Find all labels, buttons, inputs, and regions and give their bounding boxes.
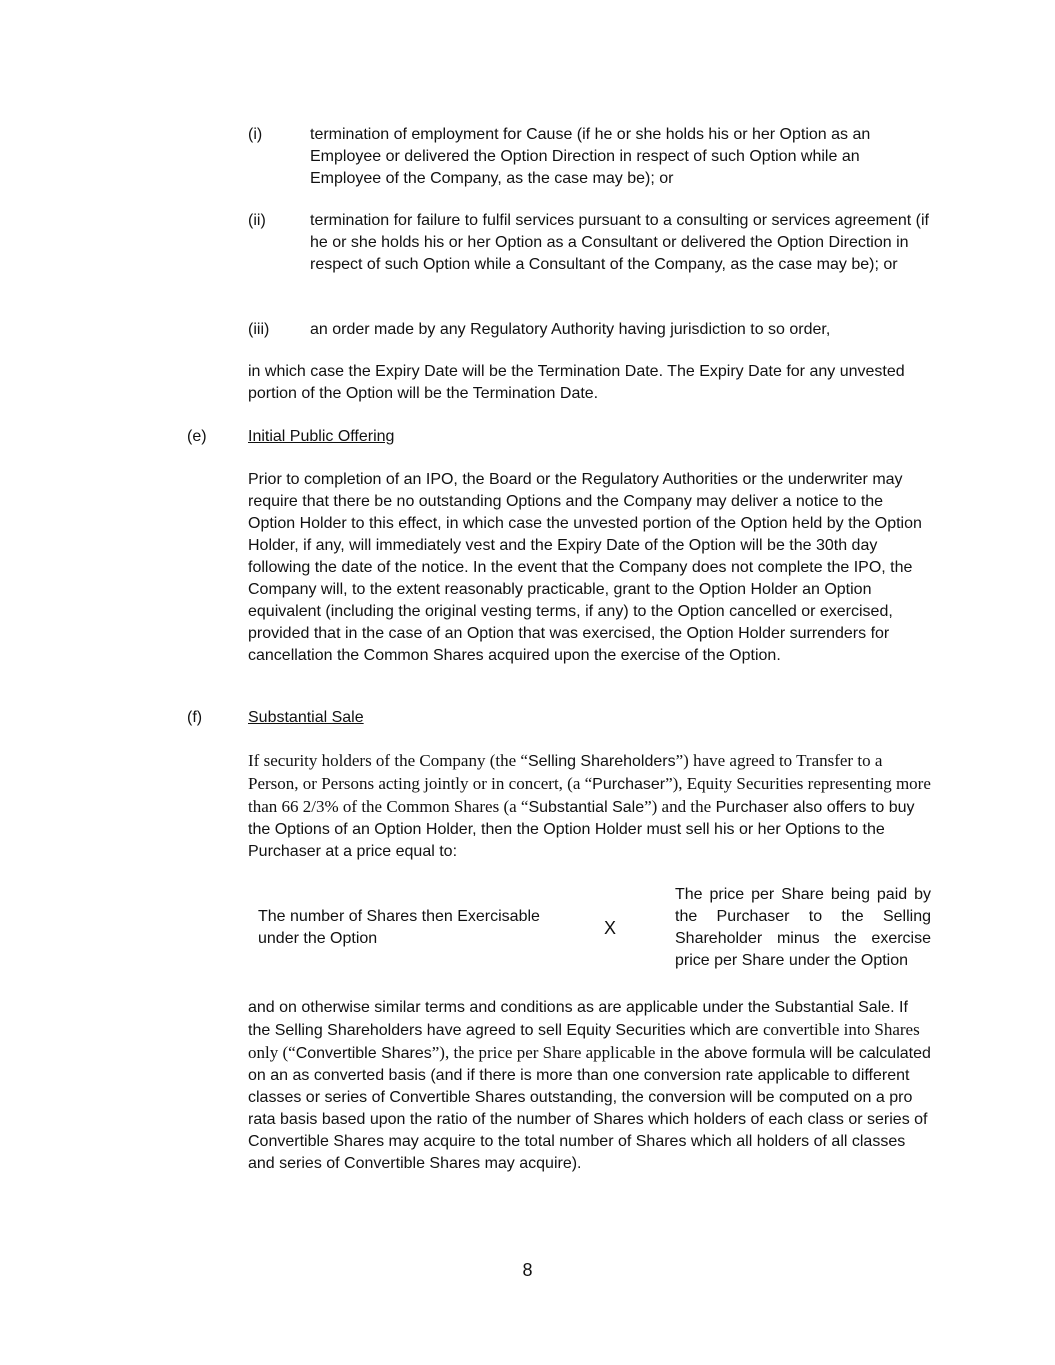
list-item-text: an order made by any Regulatory Authority having jurisdiction to so order, bbox=[310, 321, 831, 338]
section-e-label: (e) bbox=[187, 428, 207, 445]
formula-right-operand: The price per Share being paid by the Purchaser to the Selling Shareholder minus the exercise price per Share under the Option bbox=[675, 886, 931, 969]
closing-text: convertible into Shares only (“ bbox=[248, 1020, 920, 1062]
defined-term-convertible-shares: Convertible Shares bbox=[295, 1045, 432, 1062]
intro-text: ”) and the bbox=[644, 797, 712, 816]
intro-text: Purchaser also offers to buy the Options of an Option Holder, then the Option Holder must sell his or her Options to the Purchaser at a price equal to: bbox=[248, 799, 915, 860]
list-item-label: (ii) bbox=[248, 212, 266, 229]
defined-term-substantial-sale: Substantial Sale bbox=[528, 799, 645, 816]
section-e-title: Initial Public Offering bbox=[248, 428, 395, 445]
list-item-text: termination for failure to fulfil services pursuant to a consulting or services agreement (if he or she holds his or her Option as a Consultant or delivered the Option Direction in respect of such Option while a Consultant of the Company, as the case may be); or bbox=[310, 212, 929, 273]
intro-text: ”), Equity Securities representing more than 66 2/3% of the Common Shares (a “ bbox=[248, 774, 931, 816]
section-f-label: (f) bbox=[187, 709, 203, 726]
defined-term-purchaser: Purchaser bbox=[592, 776, 666, 793]
closing-text: the above formula will be calculated on an as converted basis (and if there is more than one conversion rate applicable to different classes or series of Convertible Shares outstanding, the conversion will be computed on a pro rata basis based upon the ratio of the number of Shares which holders of each class or series of Convertible Shares may acquire to the total number of Shares which all holders of all classes and series of Convertible Shares may acquire). bbox=[248, 1045, 931, 1172]
section-f-closing bbox=[248, 997, 933, 1175]
list-item-i bbox=[248, 124, 938, 190]
list-item-label: (iii) bbox=[248, 321, 270, 338]
closing-text: and on otherwise similar terms and conditions as are applicable under the Substantial Sale. If the Selling Shareholders have agreed to sell Equity Securities which are bbox=[248, 999, 908, 1039]
list-item-label: (i) bbox=[248, 126, 263, 143]
expiry-paragraph: in which case the Expiry Date will be the Termination Date. The Expiry Date for any unvested portion of the Option will be the Termination Date. bbox=[248, 363, 905, 402]
page-number: 8 bbox=[522, 1260, 533, 1280]
list-item-ii bbox=[248, 210, 938, 276]
defined-term-selling-shareholders: Selling Shareholders bbox=[527, 753, 676, 770]
list-item-text: termination of employment for Cause (if he or she holds his or her Option as an Employee or delivered the Option Direction in respect of such Option while an Employee of the Company, as the case may be); or bbox=[310, 126, 871, 187]
intro-text: If security holders of the Company (the “ bbox=[248, 751, 528, 770]
formula-multiply-operator: X bbox=[604, 918, 617, 938]
closing-text: ”), the price per Share applicable in bbox=[431, 1043, 673, 1062]
price-formula bbox=[248, 882, 933, 974]
formula-left-operand: The number of Shares then Exercisable under the Option bbox=[258, 908, 540, 947]
intro-text: ”) have agreed to Transfer to a Person, or Persons acting jointly or in concert, (a “ bbox=[248, 751, 883, 793]
section-f-intro bbox=[248, 750, 933, 863]
section-e-body: Prior to completion of an IPO, the Board or the Regulatory Authorities or the underwriter may require that there be no outstanding Options and the Company may deliver a notice to the Option Holder to this effect, in which case the unvested portion of the Option held by the Option Holder, if any, will immediately vest and the Expiry Date of the Option will be the 30th day following the date of the notice. In the event that the Company does not complete the IPO, the Company will, to the extent reasonably practicable, grant to the Option Holder an Option equivalent (including the original vesting terms, if any) to the Option cancelled or exercised, provided that in the case of an Option that was exercised, the Option Holder surrenders for cancellation the Common Shares acquired upon the exercise of the Option. bbox=[248, 471, 922, 664]
list-item-iii bbox=[248, 319, 938, 341]
section-f-title: Substantial Sale bbox=[248, 709, 364, 726]
